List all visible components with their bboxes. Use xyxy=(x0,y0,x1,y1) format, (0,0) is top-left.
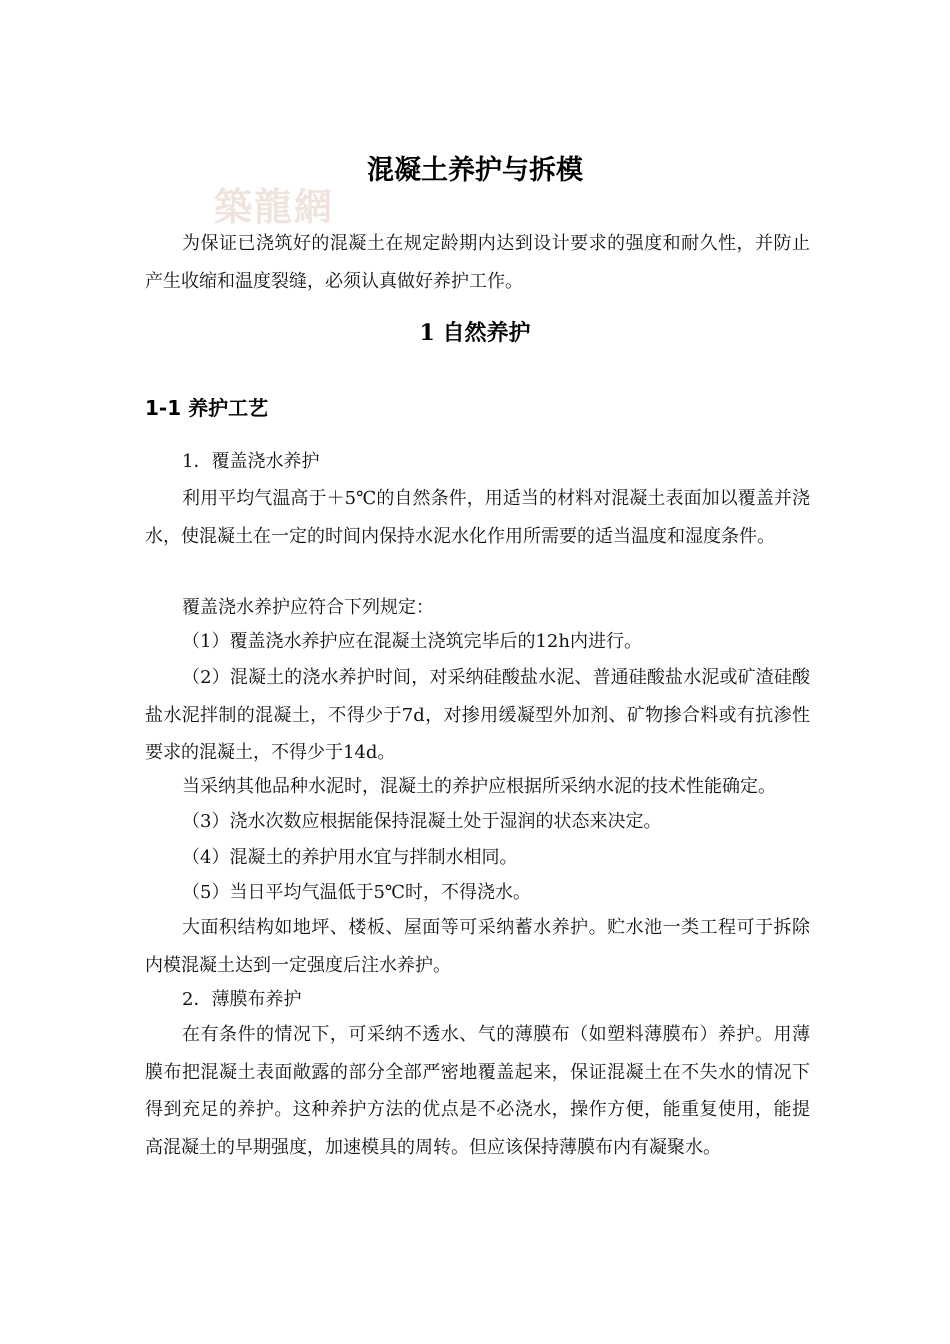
rule-3: （3）浇水次数应根据能保持混凝土处于湿润的状态来决定。 xyxy=(182,811,662,832)
rule-4: （4）混凝土的养护用水宜与拌制水相同。 xyxy=(182,847,518,868)
paragraph-large-area: 大面积结构如地坪、楼板、屋面等可采纳蓄水养护。贮水池一类工程可于拆除内模混凝土达到一定强度后注水养护。 xyxy=(145,917,810,976)
page-title: 混凝土养护与拆模 xyxy=(367,155,583,186)
paragraph-film-curing: 在有条件的情况下，可采纳不透水、气的薄膜布（如塑料薄膜布）养护。用薄膜布把混凝土表面敞露的部分全部严密地覆盖起来，保证混凝土在不失水的情况下得到充足的养护。这种养护方法的优点是不必浇水，操作方便，能重复使用，能提高混凝土的早期强度，加速模具的周转。但应该保持薄膜布内有凝聚水。 xyxy=(145,1024,810,1158)
paragraph-other-cement: 当采纳其他品种水泥时，混凝土的养护应根据所采纳水泥的技术性能确定。 xyxy=(182,776,776,797)
item-title-1: 1．覆盖浇水养护 xyxy=(182,451,320,472)
item-title-2: 2．薄膜布养护 xyxy=(182,989,302,1010)
rule-2: （2）混凝土的浇水养护时间，对采纳硅酸盐水泥、普通硅酸盐水泥或矿渣硅酸盐水泥拌制的混凝土，不得少于7d，对掺用缓凝型外加剂、矿物掺合料或有抗渗性要求的混凝土，不得少于14d。 xyxy=(145,667,810,763)
rule-5: （5）当日平均气温低于5℃时，不得浇水。 xyxy=(182,882,532,903)
watermark-logo: 築龍網 xyxy=(214,184,335,229)
intro-paragraph: 为保证已浇筑好的混凝土在规定龄期内达到设计要求的强度和耐久性，并防止产生收缩和温度裂缝，必须认真做好养护工作。 xyxy=(145,233,810,292)
rule-1: （1）覆盖浇水养护应在混凝土浇筑完毕后的12h内进行。 xyxy=(182,631,642,652)
subsection-heading-1-1: 1-1 养护工艺 xyxy=(145,396,269,420)
paragraph-covering-watering: 利用平均气温高于＋5℃的自然条件，用适当的材料对混凝土表面加以覆盖并浇水，使混凝土在一定的时间内保持水泥水化作用所需要的适当温度和湿度条件。 xyxy=(145,488,810,547)
section-heading-1: 1 自然养护 xyxy=(419,320,531,346)
paragraph-rules-intro: 覆盖浇水养护应符合下列规定： xyxy=(182,597,434,618)
